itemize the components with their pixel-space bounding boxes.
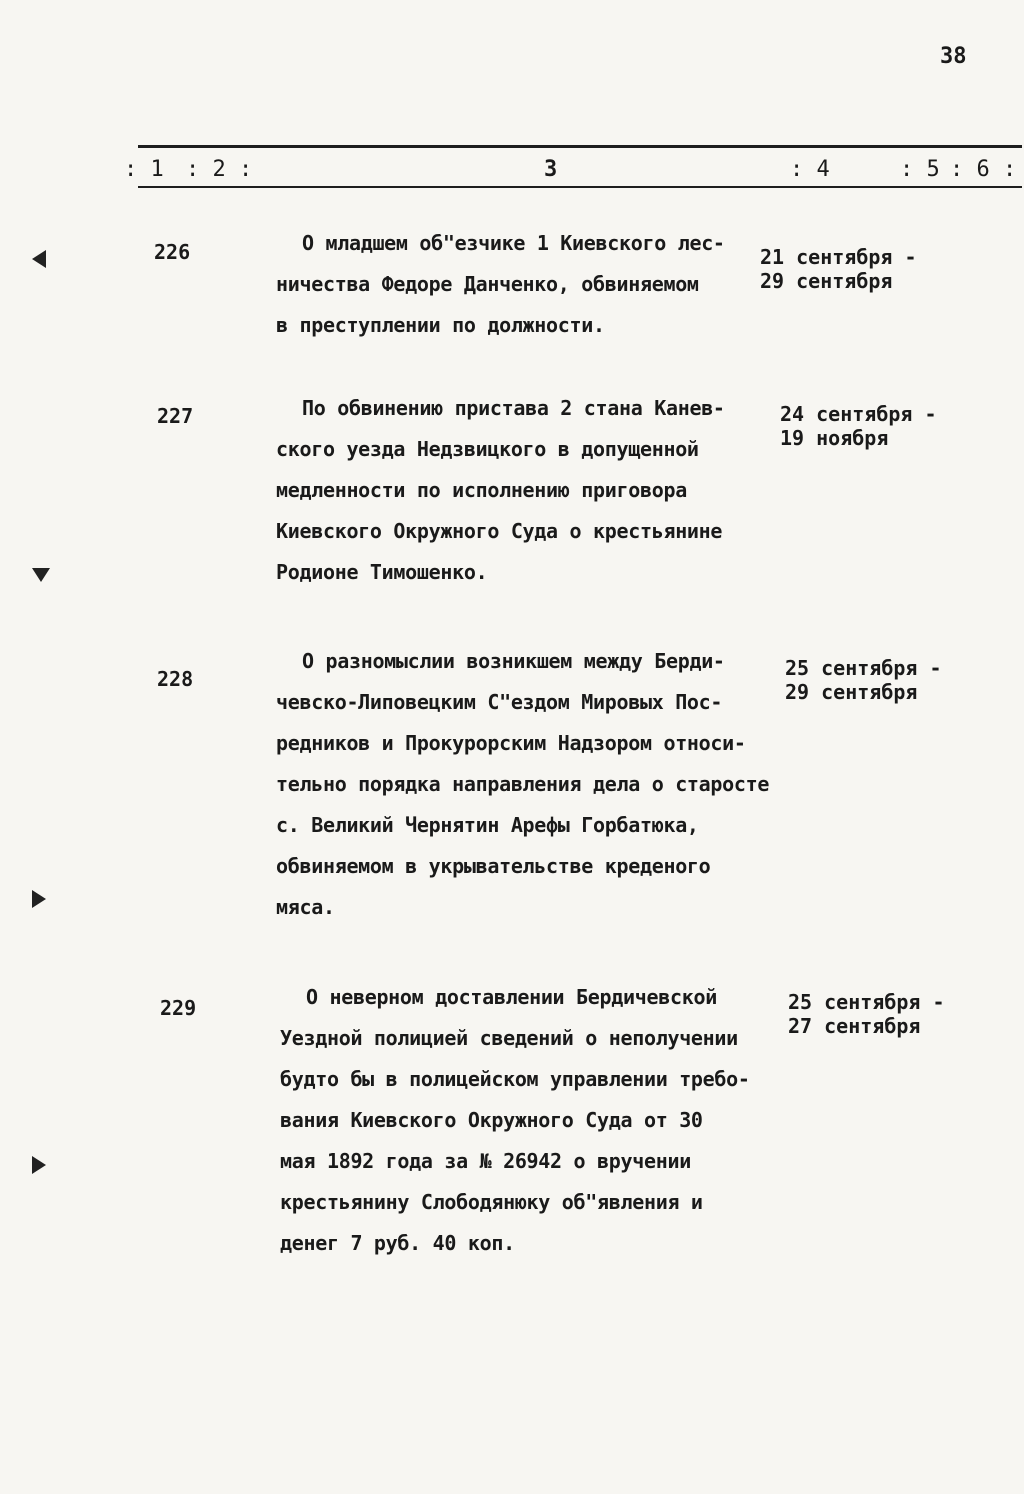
entry-line: с. Великий Чернятин Арефы Горбатюка,	[276, 813, 699, 837]
date-to: 29 сентября	[760, 269, 893, 293]
date-from: 25 сентября -	[788, 990, 945, 1014]
entry-description	[276, 388, 796, 593]
entry-line: медленности по исполнению приговора	[276, 478, 687, 502]
entry-line: в преступлении по должности.	[276, 313, 605, 337]
entry-line: крестьянину Слободянюку об"явления и	[280, 1190, 703, 1214]
entry-line: вания Киевского Окружного Суда от 30	[280, 1108, 703, 1132]
entry-description	[276, 641, 836, 928]
header-top-rule	[138, 145, 1022, 148]
header-col-5: : 5	[900, 157, 940, 182]
header-bottom-rule	[138, 186, 1022, 188]
header-col-2: : 2 :	[186, 157, 253, 182]
entry-dates	[788, 990, 1008, 1038]
entry-line: Киевского Окружного Суда о крестьянине	[276, 519, 723, 543]
page-number: 38	[940, 44, 967, 69]
date-to: 29 сентября	[785, 680, 918, 704]
header-col-6: : 6 :	[950, 157, 1017, 182]
binding-hole-mark	[32, 250, 46, 268]
entry-line: По обвинению пристава 2 стана Канев-	[302, 396, 725, 420]
binding-hole-mark	[32, 1156, 46, 1174]
entry-number: 229	[160, 996, 197, 1020]
entry-line: ского уезда Недзвицкого в допущенной	[276, 437, 699, 461]
entry-dates	[780, 402, 1000, 450]
entry-line: мая 1892 года за № 26942 о вручении	[280, 1149, 691, 1173]
entry-line: О разномыслии возникшем между Берди-	[302, 649, 725, 673]
entry-line: мяса.	[276, 895, 335, 919]
entry-line: редников и Прокурорским Надзором относи-	[276, 731, 746, 755]
entry-number: 228	[157, 667, 194, 691]
entry-line: О неверном доставлении Бердичевской	[306, 985, 717, 1009]
date-from: 21 сентября -	[760, 245, 917, 269]
entry-number: 227	[157, 404, 194, 428]
entry-line: будто бы в полицейском управлении требо-	[280, 1067, 750, 1091]
date-from: 25 сентября -	[785, 656, 942, 680]
entry-line: денег 7 руб. 40 коп.	[280, 1231, 515, 1255]
entry-line: Родионе Тимошенко.	[276, 560, 488, 584]
date-to: 19 ноября	[780, 426, 889, 450]
entry-dates	[785, 656, 1005, 704]
entry-line: чевско-Липовецким С"ездом Мировых Пос-	[276, 690, 723, 714]
entry-line: обвиняемом в укрывательстве креденого	[276, 854, 711, 878]
header-col-1: : 1	[124, 157, 164, 182]
entry-description	[280, 977, 800, 1264]
binding-hole-mark	[32, 890, 46, 908]
binding-hole-mark	[32, 568, 50, 582]
entry-line: ничества Федоре Данченко, обвиняемом	[276, 272, 699, 296]
entry-line: Уездной полицией сведений о неполучении	[280, 1026, 738, 1050]
entry-description	[276, 223, 796, 346]
entry-dates	[760, 245, 980, 293]
date-from: 24 сентября -	[780, 402, 937, 426]
date-to: 27 сентября	[788, 1014, 921, 1038]
entry-line: О младшем об"езчике 1 Киевского лес-	[302, 231, 725, 255]
header-col-4: : 4	[790, 157, 830, 182]
entry-line: тельно порядка направления дела о старосте	[276, 772, 770, 796]
entry-number: 226	[154, 240, 191, 264]
header-col-3: 3	[544, 157, 558, 182]
